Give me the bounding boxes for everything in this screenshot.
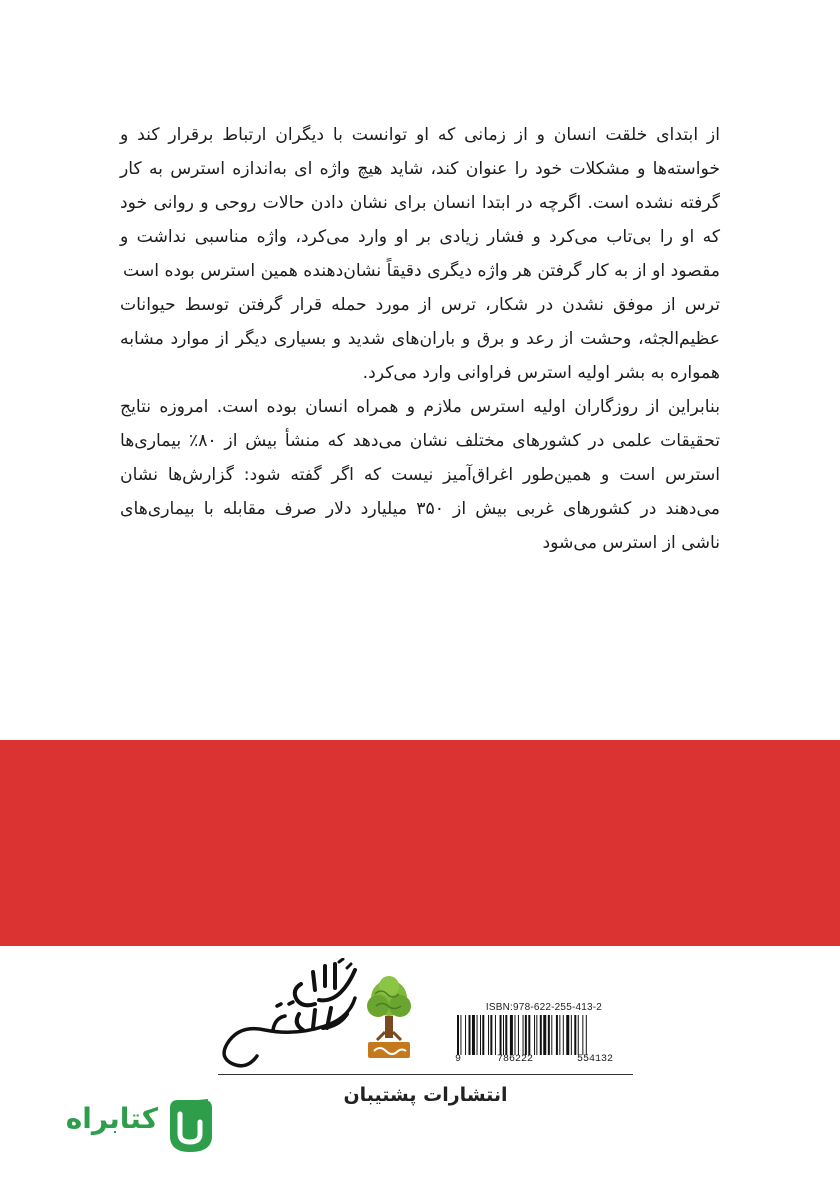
barcode-bar	[480, 1015, 481, 1055]
ketabrah-logo-icon	[164, 1098, 216, 1154]
publisher-name: انتشارات پشتیبان	[343, 1084, 508, 1106]
barcode-digit-prefix: 9	[455, 1054, 462, 1065]
barcode-bar	[534, 1015, 535, 1055]
barcode-bar	[460, 1015, 461, 1055]
barcode-bar	[540, 1015, 542, 1055]
barcode-bar	[566, 1015, 569, 1055]
tree-logo-icon	[366, 972, 412, 1064]
barcode-digits-left: 786222	[497, 1054, 534, 1065]
barcode-bars	[457, 1015, 631, 1055]
barcode-digits-right: 554132	[577, 1054, 614, 1065]
barcode-bar	[465, 1015, 466, 1055]
barcode-bar	[500, 1015, 502, 1055]
barcode	[455, 1002, 633, 1068]
barcode-bar	[563, 1015, 564, 1055]
barcode-bar	[586, 1015, 587, 1055]
calligraphy-logo-icon	[215, 958, 365, 1068]
barcode-bar	[523, 1015, 524, 1055]
barcode-bar	[488, 1015, 489, 1055]
barcode-bar	[536, 1015, 537, 1055]
blurb-text	[120, 118, 720, 560]
barcode-bar	[515, 1015, 516, 1055]
blurb-paragraph-1: از ابتدای خلقت انسان و از زمانی که او توانست با دیگران ارتباط برقرار کند و خواسته‌ها و مشکلات خود را عنوان کند، شاید هیچ واژه ای به‌اندازه استرس به کار گرفته نشده است. اگرچه در ابتدا انسان برای نشان دادن حالات روحی و روانی خود که او را بی‌تاب می‌کرد و فشار زیادی بر او وارد می‌کرد، واژه مناسبی نداشت و مقصود او از به کار گرفتن هر واژه دیگری دقیقاً نشان‌دهنده همین استرس بوده است	[120, 125, 720, 281]
barcode-bar	[482, 1015, 484, 1055]
ketabrah-watermark	[40, 1098, 220, 1156]
barcode-bar	[528, 1015, 530, 1055]
footer	[0, 946, 840, 1200]
blurb-paragraph-2: ترس از موفق نشدن در شکار، ترس از مورد حمله قرار گرفتن توسط حیوانات عظیم‌الجثه، وحشت از رعد و برق و باران‌های شدید و بسیاری دیگر از موارد مشابه همواره به بشر اولیه استرس فراوانی وارد می‌کرد.	[120, 295, 720, 383]
barcode-bar	[510, 1015, 513, 1055]
barcode-bar	[518, 1015, 519, 1055]
blurb-paragraph-3: بنابراین از روزگاران اولیه استرس ملازم و همراه انسان بوده است. امروزه نتایج تحقیقات علمی در کشورهای مختلف نشان می‌دهد که منشأ بیش از ۸۰٪ بیماری‌ها استرس است و همین‌طور اغراق‌آمیز نیست که اگر گفته شود: گزارش‌ها نشان می‌دهند در کشورهای غربی بیش از ۳۵۰ میلیارد دلار صرف مقابله با بیماری‌های ناشی از استرس می‌شود	[120, 397, 720, 553]
barcode-bar	[571, 1015, 572, 1055]
barcode-bar	[543, 1015, 546, 1055]
barcode-bar	[472, 1015, 475, 1055]
barcode-bar	[578, 1015, 579, 1055]
barcode-bar	[548, 1015, 550, 1055]
barcode-bar	[582, 1015, 583, 1055]
barcode-bar	[525, 1015, 527, 1055]
barcode-bar	[457, 1015, 459, 1055]
barcode-bar	[505, 1015, 507, 1055]
red-band	[0, 740, 840, 946]
barcode-digits	[455, 1054, 633, 1068]
barcode-bar	[503, 1015, 504, 1055]
barcode-bar	[574, 1015, 576, 1055]
barcode-bar	[556, 1015, 558, 1055]
footer-divider	[218, 1074, 633, 1075]
ketabrah-wordmark: کتابراه	[65, 1102, 158, 1135]
isbn-label: ISBN:978-622-255-413-2	[485, 1002, 603, 1013]
barcode-bar	[469, 1015, 471, 1055]
barcode-bar	[490, 1015, 492, 1055]
barcode-bar	[551, 1015, 552, 1055]
barcode-bar	[477, 1015, 478, 1055]
barcode-bar	[495, 1015, 496, 1055]
barcode-bar	[559, 1015, 560, 1055]
